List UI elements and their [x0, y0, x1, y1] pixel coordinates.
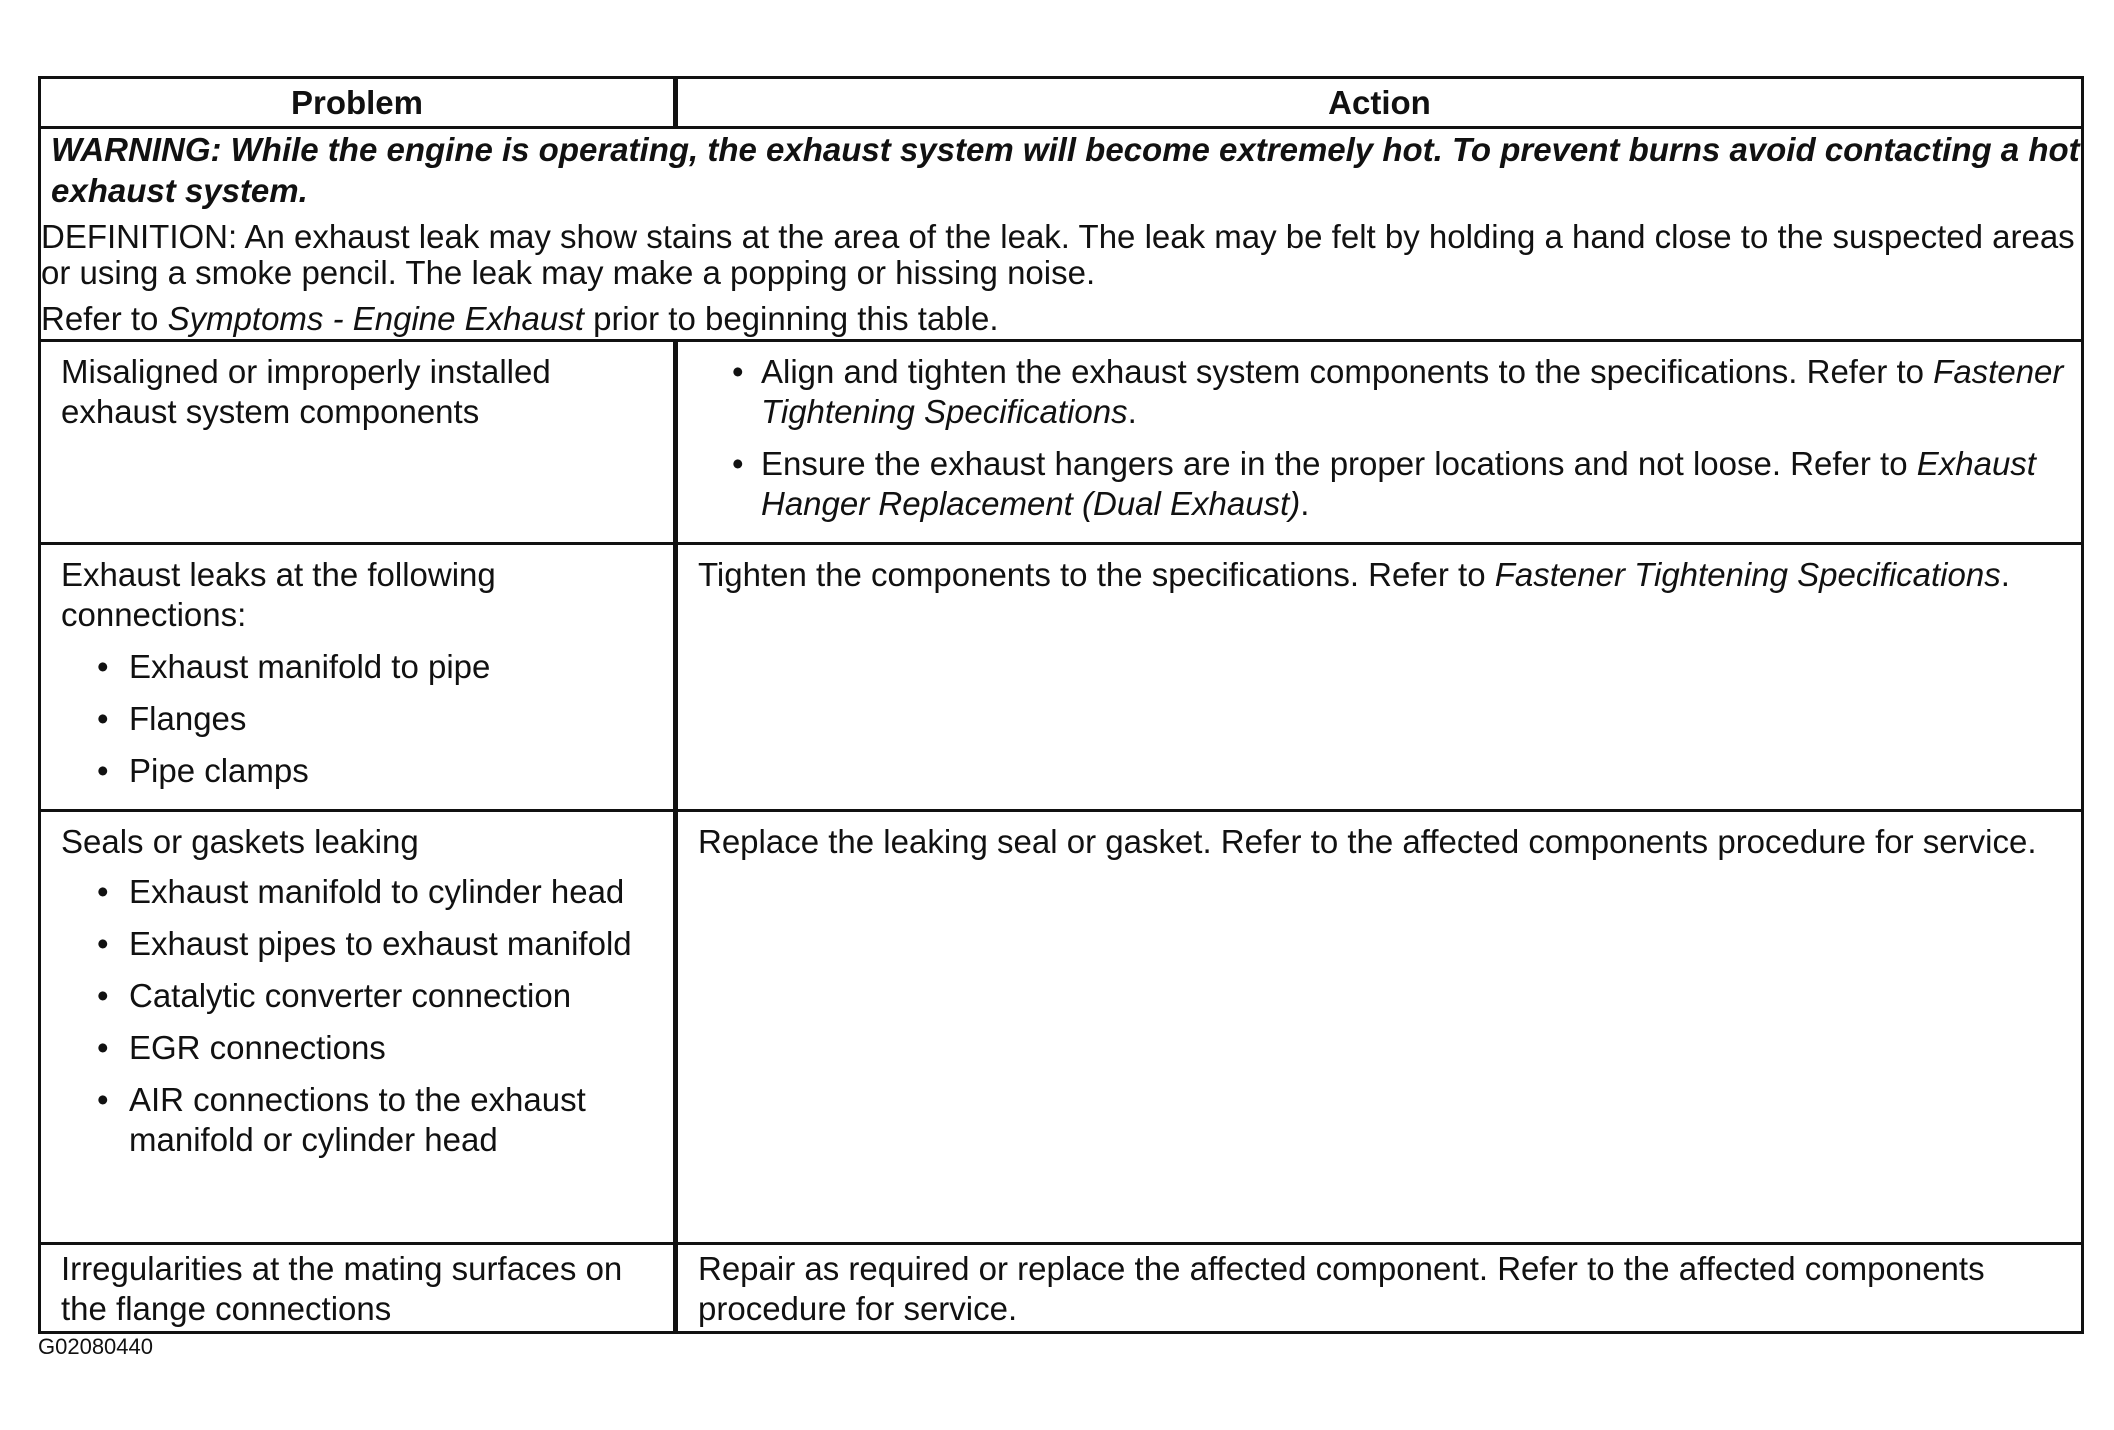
refer-text — [41, 299, 2081, 339]
table-row — [40, 1244, 2083, 1333]
action-cell — [676, 1244, 2083, 1333]
action-item-ref: Exhaust Hanger Replacement (Dual Exhaust) — [761, 445, 2036, 522]
problem-cell — [40, 341, 676, 544]
note-row — [40, 128, 2083, 341]
definition-text: DEFINITION: An exhaust leak may show stains at the area of the leak. The leak may be felt by holding a hand close to the suspected areas or using a smoke pencil. The leak may make a popping or hissing noise. — [41, 218, 2075, 291]
note-cell — [40, 128, 2083, 341]
table-row — [40, 811, 2083, 1244]
list-item: • Exhaust pipes to exhaust manifold — [61, 924, 659, 964]
problem-text: Misaligned or improperly installed exhaust system components — [61, 353, 551, 430]
action-item-ref: Fastener Tightening Specifications — [761, 353, 2064, 430]
action-ref: Fastener Tightening Specifications — [1494, 556, 2001, 593]
action-text: Repair as required or replace the affected component. Refer to the affected components procedure for service. — [698, 1250, 1985, 1327]
problem-cell — [40, 1244, 676, 1333]
action-after: . — [2000, 556, 2010, 593]
action-cell — [676, 544, 2083, 811]
action-text: Replace the leaking seal or gasket. Refer to the affected components procedure for service. — [698, 823, 2037, 860]
action-text — [698, 555, 2067, 595]
problem-list — [61, 647, 659, 791]
list-item: • Pipe clamps — [61, 751, 659, 791]
action-item-text: Align and tighten the exhaust system components to the specifications. Refer to — [761, 353, 1934, 390]
action-cell — [676, 811, 2083, 1244]
problem-list — [61, 872, 659, 1160]
problem-cell — [40, 544, 676, 811]
exhaust-diagnosis-table — [38, 76, 2084, 1334]
action-item-after: . — [1127, 393, 1137, 430]
warning-text: WARNING: While the engine is operating, the exhaust system will become extremely hot. To prevent burns avoid contacting a hot exhaust system. — [51, 131, 2080, 209]
problem-cell — [40, 811, 676, 1244]
list-item: • Flanges — [61, 699, 659, 739]
list-item: • Exhaust manifold to pipe — [61, 647, 659, 687]
list-item: • AIR connections to the exhaust manifold or cylinder head — [61, 1080, 659, 1160]
refer-link: Symptoms - Engine Exhaust — [167, 300, 584, 337]
header-action: Action — [676, 78, 2083, 128]
list-item: • Catalytic converter connection — [61, 976, 659, 1016]
figure-id: G02080440 — [38, 1334, 153, 1359]
action-text-body: Tighten the components to the specifications. Refer to — [698, 556, 1495, 593]
table-row — [40, 544, 2083, 811]
list-item — [698, 444, 2067, 524]
refer-suffix: prior to beginning this table. — [583, 300, 999, 337]
table-header-row — [40, 78, 2083, 128]
problem-text: Exhaust leaks at the following connections: — [61, 556, 496, 633]
problem-text: Irregularities at the mating surfaces on the flange connections — [61, 1250, 623, 1327]
table-row — [40, 341, 2083, 544]
list-item: • EGR connections — [61, 1028, 659, 1068]
action-item-text: Ensure the exhaust hangers are in the proper locations and not loose. Refer to — [761, 445, 1917, 482]
list-item: • Exhaust manifold to cylinder head — [61, 872, 659, 912]
action-cell — [676, 341, 2083, 544]
refer-prefix: Refer to — [41, 300, 168, 337]
action-list — [698, 352, 2067, 524]
action-item-after: . — [1300, 485, 1310, 522]
problem-text: Seals or gaskets leaking — [61, 823, 419, 860]
list-item — [698, 352, 2067, 432]
header-problem: Problem — [40, 78, 676, 128]
